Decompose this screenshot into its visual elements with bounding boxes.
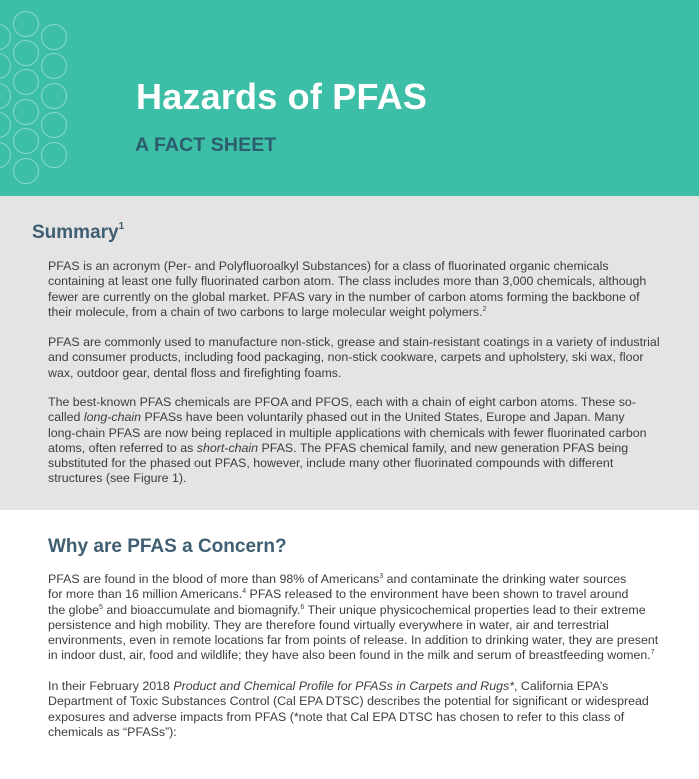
text-line	[48, 305, 678, 320]
text-span: and bioaccumulate and biomagnify.	[102, 602, 301, 617]
text-span: In their February 2018	[48, 679, 174, 693]
text-span: the globe	[48, 602, 99, 617]
text-line: and consumer products, including food packaging, non-stick cookware, carpets and upholstery, ski wax, floor	[48, 350, 644, 365]
concern-heading: Why are PFAS a Concern?	[48, 536, 287, 557]
document-title: Hazards of PFAS	[136, 76, 428, 117]
text-line	[48, 679, 678, 694]
text-span: , California EPA’s	[514, 679, 609, 693]
text-span: PFAS are found in the blood of more than 98% of Americans	[48, 572, 380, 586]
summary-heading	[32, 222, 124, 244]
footnote-ref: 3	[379, 572, 384, 580]
text-line: PFAS are commonly used to manufacture non-stick, grease and stain-resistant coatings in a variety of industrial	[48, 335, 660, 349]
footnote-ref: 6	[300, 603, 305, 611]
text-line	[48, 572, 678, 587]
text-span: PFAS. The PFAS chemical family, and new generation PFAS being	[258, 440, 629, 455]
text-line	[48, 441, 678, 456]
concern-paragraph-1	[48, 572, 678, 664]
text-line: The best-known PFAS chemicals are PFOA and PFOS, each with a chain of eight carbon atoms. These so-	[48, 395, 636, 409]
summary-heading-text: Summary	[32, 222, 119, 243]
text-span: PFASs have been voluntarily phased out in the United States, Europe and Japan. Many	[141, 410, 625, 425]
text-line: fewer are currently on the global market. PFAS vary in the number of carbon atoms forming the backbone of	[48, 289, 640, 304]
text-line: persistence and high mobility. They are therefore found virtually everywhere in water, air and terrestrial	[48, 617, 609, 632]
text-line	[48, 648, 678, 663]
text-line: environments, even in remote locations far from points of release. In addition to drinking water, they are present	[48, 633, 659, 648]
text-span: atoms, often referred to as	[48, 440, 197, 455]
text-span: for more than 16 million Americans.	[48, 587, 243, 602]
footnote-ref: 1	[118, 220, 125, 232]
text-line: PFAS is an acronym (Per- and Polyfluoroalkyl Substances) for a class of fluorinated organic chemicals	[48, 259, 609, 273]
text-line: exposures and adverse impacts from PFAS (*note that Cal EPA DTSC has chosen to refer to this class of	[48, 709, 625, 724]
header-banner	[0, 0, 699, 196]
hexagonal-circle-pattern-icon	[0, 0, 80, 196]
footnote-ref: 4	[242, 588, 247, 596]
text-span: in indoor dust, air, food and wildlife; they have also been found in the milk and serum of breastfeeding women.	[48, 648, 651, 663]
footnote-ref: 5	[98, 603, 103, 611]
text-line: wax, outdoor gear, dental floss and firefighting foams.	[48, 365, 342, 380]
concern-paragraph-2	[48, 679, 678, 740]
italic-term: short-chain	[196, 440, 259, 455]
text-line: substituted for the phased out PFAS, however, include many other fluorinated compounds with different	[48, 456, 614, 471]
text-line: containing at least one fully fluorinated carbon atom. The class includes more than 3,000 chemicals, although	[48, 274, 647, 289]
footnote-ref: 7	[650, 649, 655, 657]
summary-paragraph-1	[48, 259, 678, 320]
text-line	[48, 603, 678, 618]
document-subtitle: A FACT SHEET	[135, 134, 277, 156]
text-span: their molecule, from a chain of two carbons to large molecular weight polymers.	[48, 304, 483, 319]
report-title: Product and Chemical Profile for PFASs in Carpets and Rugs*	[173, 679, 515, 693]
text-span: PFAS released to the environment have been shown to travel around	[246, 587, 629, 602]
summary-paragraph-3	[48, 395, 678, 487]
text-line	[48, 587, 678, 602]
text-line: Department of Toxic Substances Control (Cal EPA DTSC) describes the potential for significant or widespread	[48, 694, 649, 709]
text-span: and contaminate the drinking water sources	[383, 572, 627, 586]
text-span: called	[48, 410, 84, 425]
text-line: long-chain PFAS are now being replaced in multiple applications with chemicals with fewer fluorinated carbon	[48, 425, 647, 440]
italic-term: long-chain	[83, 410, 142, 425]
text-line: structures (see Figure 1).	[48, 471, 187, 486]
text-line: chemicals as “PFASs”):	[48, 724, 177, 739]
text-line	[48, 410, 678, 425]
text-span: Their unique physicochemical properties lead to their extreme	[304, 602, 646, 617]
footnote-ref: 2	[482, 305, 487, 313]
summary-paragraph-2	[48, 335, 678, 381]
